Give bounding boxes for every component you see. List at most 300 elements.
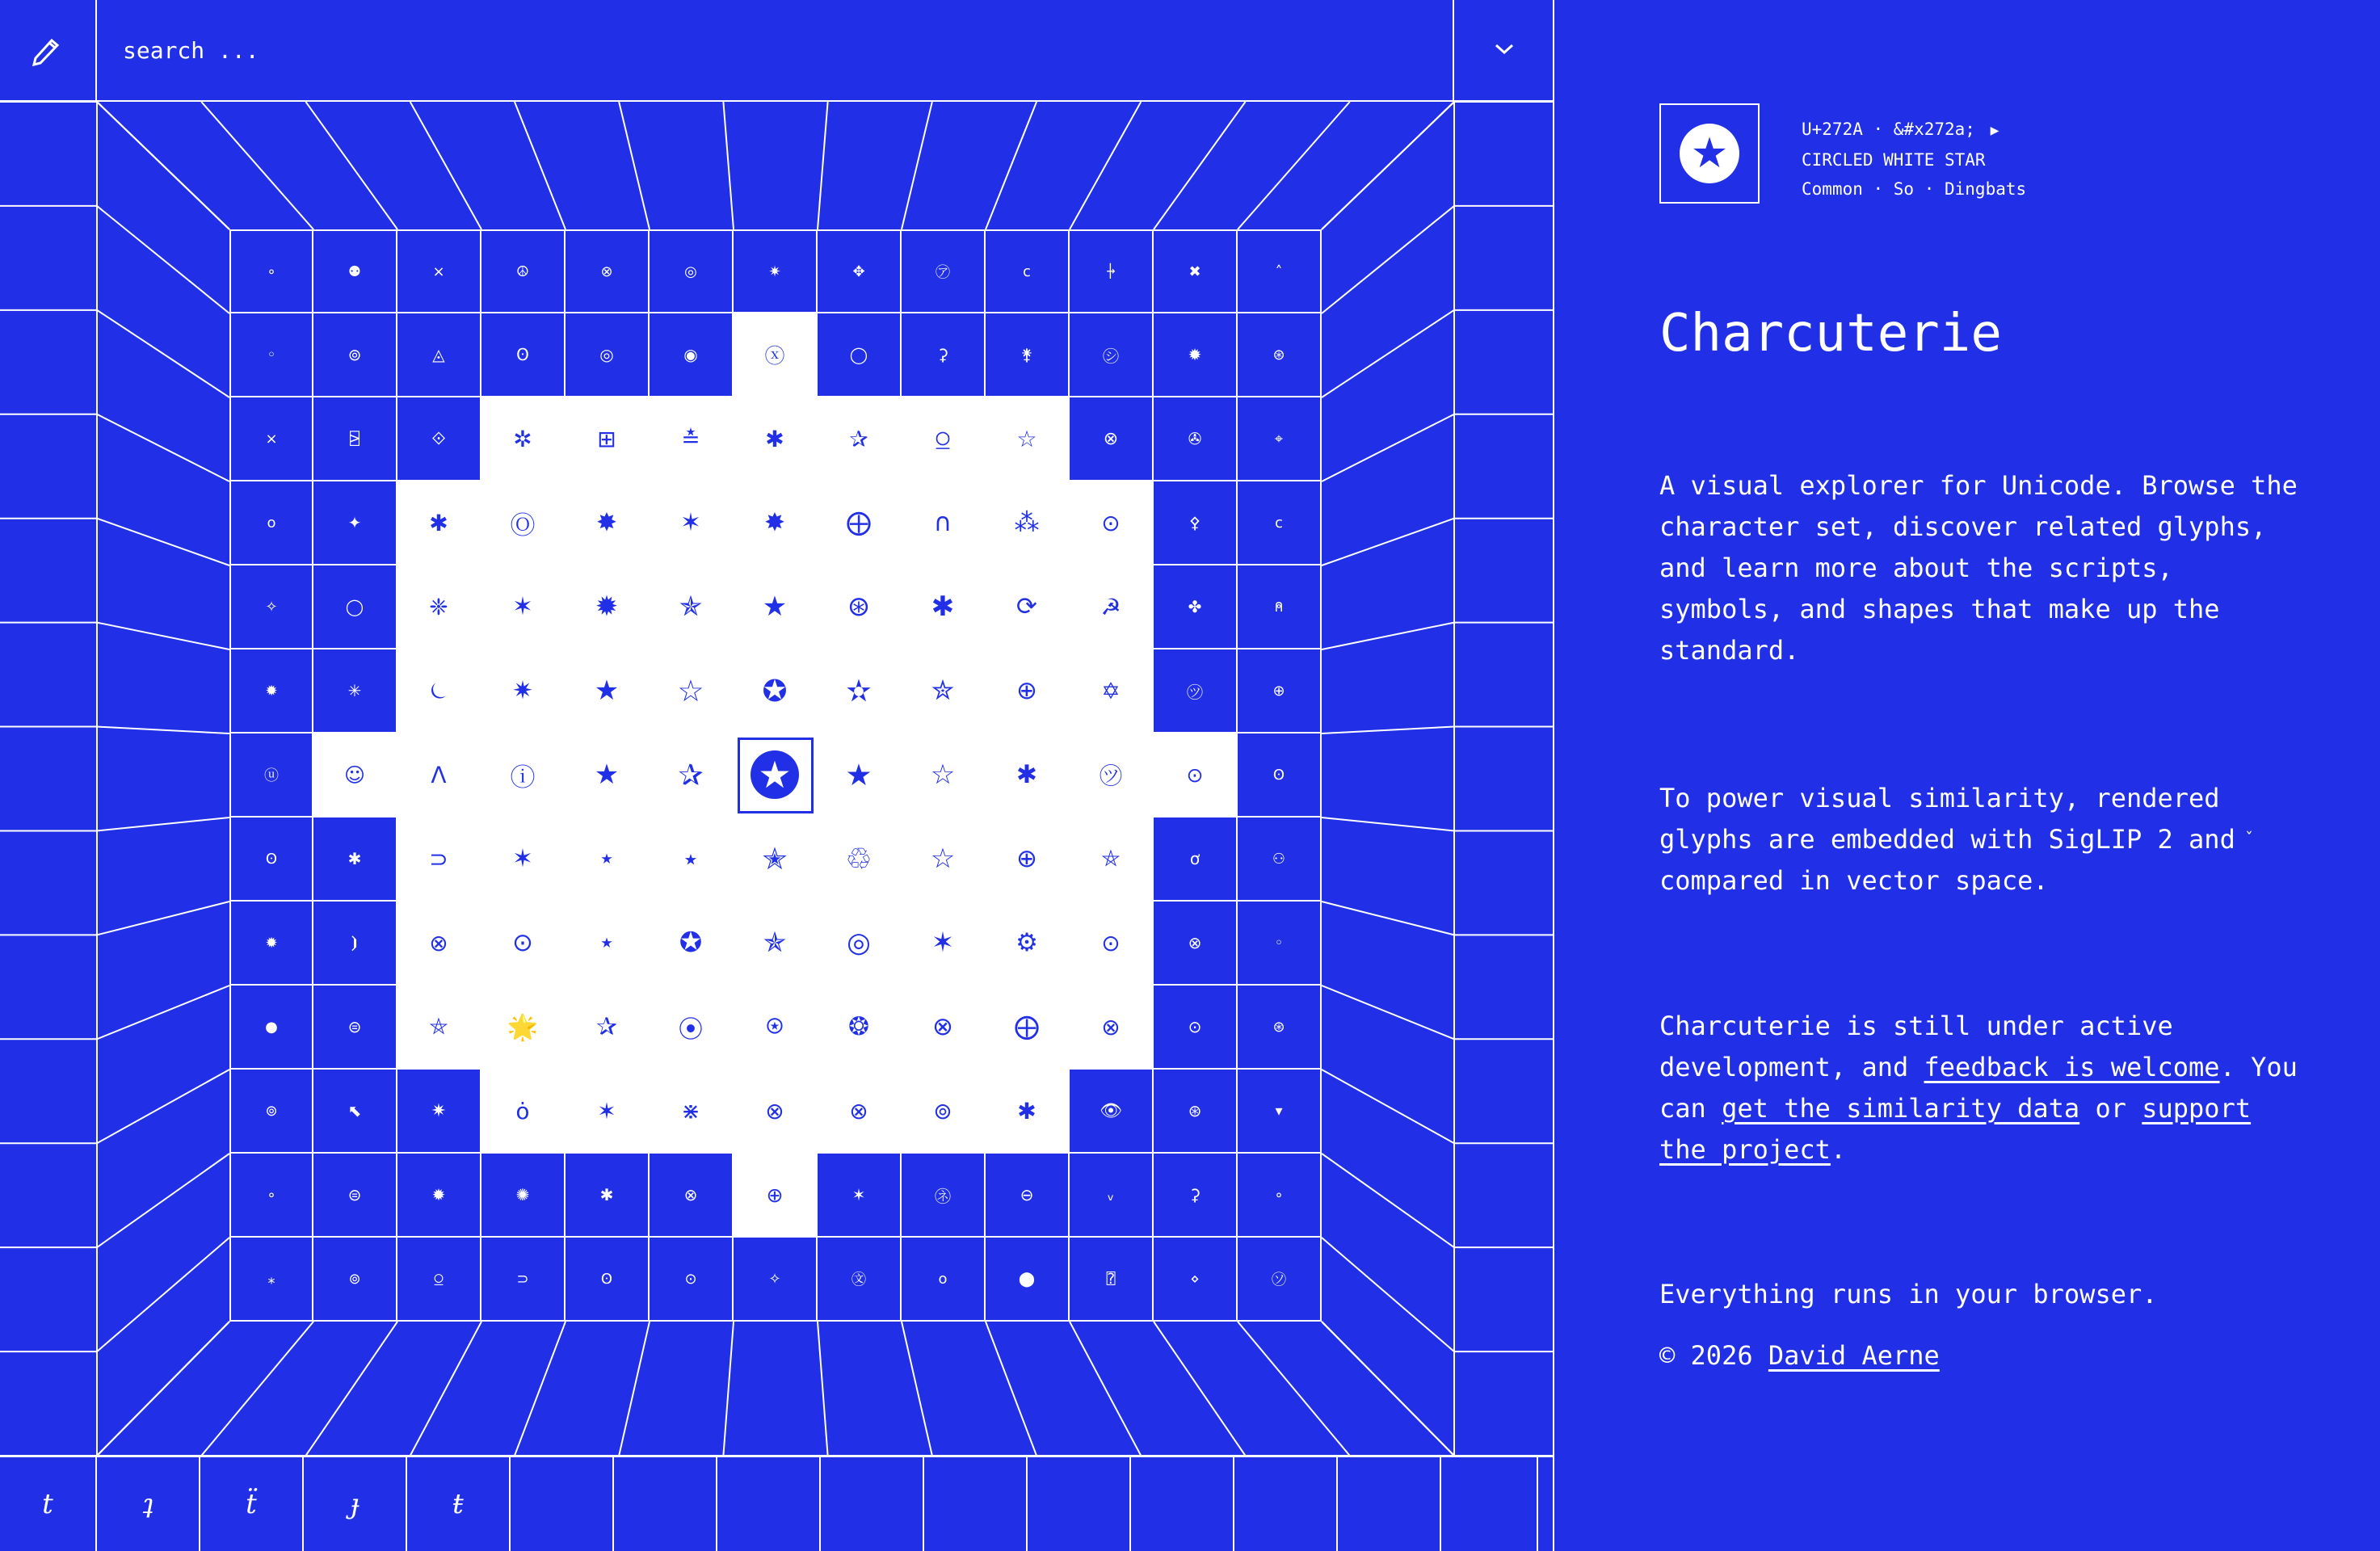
glyph-cell[interactable] bbox=[397, 1070, 481, 1154]
glyph-cell[interactable] bbox=[734, 565, 818, 649]
glyph-cell[interactable] bbox=[986, 481, 1070, 565]
search-input[interactable] bbox=[99, 0, 1453, 100]
glyph-cell[interactable] bbox=[650, 313, 734, 397]
glyph-cell[interactable] bbox=[566, 986, 650, 1070]
glyph-cell[interactable] bbox=[481, 565, 566, 649]
dropdown-button[interactable] bbox=[1453, 0, 1553, 100]
glyph-cell[interactable] bbox=[313, 1070, 397, 1154]
glyph: ⍆ bbox=[1106, 263, 1116, 280]
glyph-cell[interactable] bbox=[1238, 818, 1322, 902]
glyph: ⓘ bbox=[510, 763, 536, 792]
glyph-cell[interactable] bbox=[818, 733, 902, 818]
glyph-cell[interactable] bbox=[818, 565, 902, 649]
glyph: ☆ bbox=[930, 843, 956, 875]
glyph-cell[interactable] bbox=[818, 397, 902, 481]
glyph-cell[interactable] bbox=[902, 1154, 986, 1238]
glyph-cell[interactable] bbox=[1070, 1154, 1154, 1238]
glyph-cell[interactable] bbox=[734, 1154, 818, 1238]
glyph: ⋇ bbox=[681, 1097, 700, 1124]
glyph-cell[interactable] bbox=[650, 986, 734, 1070]
glyph-cell[interactable] bbox=[1238, 313, 1322, 397]
bottom-glyph-cell[interactable] bbox=[1338, 1457, 1441, 1551]
glyph-cell[interactable] bbox=[229, 1070, 313, 1154]
glyph-cell[interactable] bbox=[566, 481, 650, 565]
glyph-cell[interactable] bbox=[650, 649, 734, 733]
glyph-cell[interactable] bbox=[397, 313, 481, 397]
glyph-cell[interactable] bbox=[902, 733, 986, 818]
glyph-cell[interactable] bbox=[1154, 818, 1238, 902]
glyph: ⊗ bbox=[1101, 1013, 1121, 1040]
pencil-button[interactable] bbox=[0, 0, 97, 100]
glyph-cell[interactable] bbox=[986, 986, 1070, 1070]
bottom-glyph-cell[interactable] bbox=[1234, 1457, 1338, 1551]
similarity-data-link[interactable]: get the similarity data bbox=[1722, 1093, 2080, 1124]
bottom-glyph-cell[interactable]: ʇ bbox=[97, 1457, 200, 1551]
glyph-cell[interactable] bbox=[734, 986, 818, 1070]
glyph-cell[interactable] bbox=[650, 1070, 734, 1154]
glyph-cell[interactable] bbox=[313, 733, 397, 818]
glyph: ✯ bbox=[679, 591, 703, 623]
glyph: ∘ bbox=[267, 263, 276, 280]
glyph: ⊙ bbox=[1101, 929, 1121, 956]
glyph: ✶ bbox=[512, 592, 533, 621]
glyph: ✰ bbox=[678, 757, 704, 792]
glyph: ⅽ bbox=[1023, 263, 1031, 280]
glyph: ⊞ bbox=[597, 425, 616, 452]
glyph-cell[interactable] bbox=[902, 1238, 986, 1322]
glyph-preview[interactable] bbox=[1659, 103, 1760, 204]
glyph-cell[interactable] bbox=[397, 1238, 481, 1322]
glyph-cell[interactable] bbox=[1070, 1070, 1154, 1154]
glyph-cell[interactable] bbox=[818, 818, 902, 902]
glyph-cell[interactable] bbox=[566, 565, 650, 649]
glyph-cell[interactable] bbox=[229, 229, 313, 313]
glyph: ✫ bbox=[846, 673, 872, 708]
glyph-cell[interactable] bbox=[1070, 1238, 1154, 1322]
glyph-cell[interactable] bbox=[818, 902, 902, 986]
glyph: ✱ bbox=[765, 425, 784, 452]
glyph: ✺ bbox=[515, 1185, 530, 1204]
glyph: ⚙ bbox=[1015, 928, 1038, 957]
glyph: ✸ bbox=[596, 508, 617, 537]
glyph: ✹ bbox=[431, 1185, 446, 1204]
glyph: ㋡ bbox=[1099, 763, 1122, 789]
glyph: ⟐ bbox=[431, 428, 446, 449]
glyph-cell[interactable] bbox=[566, 313, 650, 397]
bottom-glyph-cell[interactable]: t bbox=[0, 1457, 97, 1551]
glyph-cell[interactable] bbox=[397, 733, 481, 818]
glyph-cell[interactable] bbox=[1154, 397, 1238, 481]
glyph: ⍜ bbox=[936, 425, 950, 452]
glyph: ⌖ bbox=[1274, 430, 1284, 448]
glyph-cell[interactable] bbox=[229, 649, 313, 733]
glyph-cell[interactable] bbox=[818, 649, 902, 733]
glyph-cell[interactable] bbox=[734, 481, 818, 565]
glyph: ∩ bbox=[933, 508, 952, 537]
glyph: ⍰ bbox=[1106, 1270, 1116, 1288]
glyph-cell[interactable] bbox=[481, 1154, 566, 1238]
glyph: ✱ bbox=[1016, 760, 1037, 789]
glyph: ⛤ bbox=[429, 1013, 448, 1040]
glyph-cell[interactable] bbox=[1154, 902, 1238, 986]
feedback-link[interactable]: feedback is welcome bbox=[1924, 1052, 2220, 1082]
glyph: 👁 bbox=[1100, 1100, 1122, 1121]
glyph: ȯ bbox=[515, 1097, 530, 1124]
glyph: ✱ bbox=[599, 1185, 614, 1204]
glyph-cell[interactable] bbox=[734, 1070, 818, 1154]
glyph: ʘ bbox=[600, 1270, 613, 1288]
glyph-cell[interactable] bbox=[1154, 313, 1238, 397]
glyph: ⊛ bbox=[847, 591, 871, 623]
glyph: ⊕ bbox=[1272, 682, 1285, 700]
glyph: ❈ bbox=[429, 593, 448, 620]
glyph-cell[interactable] bbox=[986, 902, 1070, 986]
glyph-cell[interactable] bbox=[313, 481, 397, 565]
glyph-cell[interactable] bbox=[902, 565, 986, 649]
glyph: ⊗ bbox=[600, 263, 613, 280]
glyph-cell[interactable] bbox=[650, 733, 734, 818]
glyph-cell[interactable] bbox=[650, 397, 734, 481]
glyph-cell[interactable] bbox=[229, 902, 313, 986]
glyph-cell[interactable] bbox=[986, 733, 1070, 818]
glyph: ✹ bbox=[1188, 345, 1202, 364]
glyph: ✶ bbox=[852, 1185, 866, 1204]
glyph: ⬉ bbox=[347, 1101, 362, 1120]
glyph-cell[interactable] bbox=[986, 1238, 1070, 1322]
glyph-cell[interactable] bbox=[397, 481, 481, 565]
glyph-cell[interactable] bbox=[397, 902, 481, 986]
info-panel bbox=[1554, 0, 2380, 1551]
glyph: ㋧ bbox=[935, 1186, 951, 1206]
glyph-cell[interactable] bbox=[650, 229, 734, 313]
glyph-cell[interactable] bbox=[818, 1238, 902, 1322]
glyph: ✶ bbox=[597, 1097, 616, 1124]
bottom-glyph-cell[interactable] bbox=[1441, 1457, 1538, 1551]
glyph-cell[interactable] bbox=[902, 1070, 986, 1154]
glyph-cell[interactable] bbox=[1154, 986, 1238, 1070]
glyph-cell[interactable] bbox=[1070, 481, 1154, 565]
glyph-cell[interactable] bbox=[566, 649, 650, 733]
glyph-cell[interactable] bbox=[1070, 733, 1154, 818]
glyph: ✦ bbox=[347, 513, 362, 532]
glyph-cell[interactable] bbox=[229, 1238, 313, 1322]
glyph: ʘ bbox=[265, 850, 278, 868]
glyph: ✥ bbox=[852, 263, 865, 280]
glyph-cell[interactable] bbox=[1070, 565, 1154, 649]
glyph: ◎ bbox=[847, 927, 871, 959]
glyph-cell[interactable] bbox=[1070, 818, 1154, 902]
glyph: ◦ bbox=[267, 346, 276, 364]
glyph-cell[interactable] bbox=[986, 565, 1070, 649]
glyph-cell[interactable] bbox=[902, 902, 986, 986]
glyph-cell[interactable] bbox=[313, 397, 397, 481]
glyph-cell[interactable] bbox=[1154, 481, 1238, 565]
bottom-glyph-cell[interactable] bbox=[1028, 1457, 1131, 1551]
glyph: ⊙ bbox=[1188, 1017, 1202, 1036]
glyph-cell[interactable] bbox=[397, 565, 481, 649]
glyph-cell[interactable] bbox=[902, 818, 986, 902]
glyph: ˄ bbox=[1275, 263, 1283, 280]
glyph: ✲ bbox=[513, 425, 532, 452]
bottom-glyph-cell[interactable] bbox=[1131, 1457, 1234, 1551]
author-link[interactable]: David Aerne bbox=[1768, 1340, 1940, 1371]
glyph-cell[interactable] bbox=[566, 1070, 650, 1154]
glyph: ⊗ bbox=[765, 1097, 784, 1124]
glyph: × bbox=[265, 430, 278, 448]
glyph-cell[interactable] bbox=[1238, 649, 1322, 733]
glyph-cell[interactable] bbox=[566, 902, 650, 986]
glyph-cell[interactable] bbox=[650, 818, 734, 902]
bottom-glyph-cell[interactable] bbox=[924, 1457, 1028, 1551]
glyph-cell[interactable] bbox=[566, 733, 650, 818]
glyph-cell[interactable] bbox=[734, 229, 818, 313]
glyph-cell[interactable] bbox=[397, 1154, 481, 1238]
glyph-cell[interactable] bbox=[229, 397, 313, 481]
glyph: ⅽ bbox=[1275, 514, 1283, 532]
glyph-cell[interactable] bbox=[734, 649, 818, 733]
glyph: ⍄ bbox=[349, 429, 360, 448]
glyph-cell[interactable] bbox=[818, 1070, 902, 1154]
glyph-grid bbox=[229, 229, 1322, 1322]
glyph-cell[interactable] bbox=[1238, 229, 1322, 313]
glyph-cell[interactable] bbox=[902, 649, 986, 733]
glyph-cell[interactable] bbox=[734, 397, 818, 481]
glyph: ⊕ bbox=[1016, 844, 1037, 873]
glyph-cell[interactable] bbox=[229, 565, 313, 649]
glyph-cell[interactable] bbox=[1238, 986, 1322, 1070]
glyph-cell[interactable] bbox=[818, 229, 902, 313]
glyph-cell[interactable] bbox=[818, 313, 902, 397]
glyph-cell[interactable] bbox=[1154, 565, 1238, 649]
glyph-cell[interactable] bbox=[566, 818, 650, 902]
glyph-cell[interactable] bbox=[734, 733, 818, 818]
glyph: ⦘ bbox=[349, 933, 360, 952]
glyph: ✪ bbox=[762, 673, 788, 708]
glyph-cell[interactable] bbox=[481, 313, 566, 397]
glyph: ⊙ bbox=[1186, 763, 1204, 787]
bottom-glyph-cell[interactable]: ɟ bbox=[304, 1457, 407, 1551]
glyph-cell[interactable] bbox=[650, 1154, 734, 1238]
glyph: ⊕ bbox=[1016, 676, 1037, 705]
glyph-cell[interactable] bbox=[1070, 986, 1154, 1070]
glyph-cell[interactable] bbox=[1238, 733, 1322, 818]
glyph: ⍝ bbox=[1274, 598, 1284, 616]
glyph: ⓧ bbox=[764, 344, 785, 368]
glyph-cell[interactable] bbox=[481, 649, 566, 733]
glyph: ✱ bbox=[931, 591, 955, 623]
glyph-cell[interactable] bbox=[313, 565, 397, 649]
glyph-cell[interactable] bbox=[481, 229, 566, 313]
glyph-cell[interactable] bbox=[902, 986, 986, 1070]
glyph-cell[interactable] bbox=[986, 313, 1070, 397]
glyph-cell[interactable] bbox=[481, 986, 566, 1070]
glyph-cell[interactable] bbox=[1070, 397, 1154, 481]
glyph-cell[interactable] bbox=[1238, 1154, 1322, 1238]
glyph: ★ bbox=[762, 591, 788, 623]
glyph: ✷ bbox=[768, 263, 781, 280]
glyph: ✶ bbox=[512, 844, 533, 873]
glyph-cell[interactable] bbox=[1238, 397, 1322, 481]
page-title: Charcuterie bbox=[1659, 304, 2002, 364]
glyph: ♲ bbox=[845, 841, 873, 876]
glyph-cell[interactable] bbox=[650, 1238, 734, 1322]
glyph-cell[interactable] bbox=[902, 397, 986, 481]
glyph: ơ bbox=[1189, 849, 1201, 868]
glyph-cell[interactable] bbox=[1154, 733, 1238, 818]
glyph-cell[interactable] bbox=[481, 818, 566, 902]
glyph-cell[interactable] bbox=[1154, 649, 1238, 733]
glyph-cell[interactable] bbox=[1070, 649, 1154, 733]
glyph-category: Common · So · Dingbats bbox=[1802, 179, 2027, 199]
glyph-cell[interactable] bbox=[650, 565, 734, 649]
glyph-cell[interactable] bbox=[397, 818, 481, 902]
glyph: ✹ bbox=[265, 934, 278, 952]
glyph: ✧ bbox=[768, 1270, 781, 1288]
glyph-cell[interactable] bbox=[313, 986, 397, 1070]
glyph-cell[interactable] bbox=[397, 229, 481, 313]
glyph-metadata bbox=[1802, 115, 2026, 204]
glyph-cell[interactable] bbox=[734, 902, 818, 986]
glyph-cell[interactable] bbox=[1238, 902, 1322, 986]
glyph: ⊚ bbox=[933, 1097, 952, 1124]
glyph: ⟳ bbox=[1016, 592, 1037, 621]
glyph-cell[interactable] bbox=[818, 1154, 902, 1238]
glyph-cell[interactable] bbox=[481, 397, 566, 481]
glyph: ⊗ bbox=[1103, 428, 1119, 449]
glyph-cell[interactable] bbox=[481, 1070, 566, 1154]
glyph-cell[interactable] bbox=[313, 229, 397, 313]
glyph-cell[interactable] bbox=[566, 1154, 650, 1238]
glyph: ⊚ bbox=[348, 1270, 361, 1288]
glyph-cell[interactable] bbox=[397, 986, 481, 1070]
glyph-cell[interactable] bbox=[481, 1238, 566, 1322]
glyph: 🌟 bbox=[507, 1012, 539, 1042]
glyph-cell[interactable] bbox=[1238, 565, 1322, 649]
glyph: ★ bbox=[594, 759, 620, 791]
bottom-glyph-cell[interactable]: ẗ bbox=[200, 1457, 304, 1551]
glyph-cell[interactable] bbox=[481, 481, 566, 565]
glyph-cell[interactable] bbox=[986, 818, 1070, 902]
glyph-cell[interactable] bbox=[566, 229, 650, 313]
glyph-cell[interactable] bbox=[734, 818, 818, 902]
glyph-cell[interactable] bbox=[986, 229, 1070, 313]
glyph: ✷ bbox=[512, 676, 533, 705]
glyph: ο bbox=[938, 1270, 948, 1288]
glyph: ο bbox=[267, 514, 276, 532]
glyph: ☺ bbox=[343, 763, 366, 787]
glyph: ✤ bbox=[1188, 597, 1202, 616]
glyph-cell[interactable] bbox=[566, 397, 650, 481]
glyph-cell[interactable] bbox=[313, 313, 397, 397]
glyph: ✧ bbox=[265, 598, 278, 616]
glyph-cell[interactable] bbox=[734, 1238, 818, 1322]
glyph-name: CIRCLED WHITE STAR bbox=[1802, 150, 1986, 170]
glyph: ⊜ bbox=[347, 1185, 362, 1204]
glyph-cell[interactable] bbox=[818, 481, 902, 565]
glyph-cell[interactable] bbox=[1070, 313, 1154, 397]
bottom-glyph-cell[interactable] bbox=[614, 1457, 717, 1551]
glyph: ✇ bbox=[1188, 429, 1202, 448]
glyph-cell[interactable] bbox=[650, 902, 734, 986]
glyph: ◉ bbox=[683, 345, 698, 364]
glyph-cell[interactable] bbox=[1238, 481, 1322, 565]
glyph-cell[interactable] bbox=[902, 229, 986, 313]
circled-white-star-glyph: ★ bbox=[1680, 124, 1739, 183]
glyph: ⊃ bbox=[429, 845, 448, 872]
glyph-cell[interactable] bbox=[229, 986, 313, 1070]
glyph-cell[interactable] bbox=[481, 902, 566, 986]
glyph: ⊛ bbox=[1272, 1018, 1285, 1036]
glyph: ⊗ bbox=[429, 929, 448, 956]
support-link[interactable]: support the project bbox=[1659, 1093, 2252, 1165]
glyph-cell[interactable] bbox=[902, 313, 986, 397]
glyph: ⊚ bbox=[347, 345, 362, 364]
glyph-cell[interactable] bbox=[229, 1154, 313, 1238]
bottom-glyph-cell[interactable] bbox=[511, 1457, 614, 1551]
glyph-cell[interactable] bbox=[1154, 1154, 1238, 1238]
bottom-glyph-cell[interactable] bbox=[717, 1457, 821, 1551]
glyph-cell[interactable] bbox=[313, 902, 397, 986]
glyph-cell[interactable] bbox=[566, 1238, 650, 1322]
glyph-cell[interactable] bbox=[986, 1070, 1070, 1154]
glyph-cell[interactable] bbox=[1154, 229, 1238, 313]
play-icon[interactable]: ▶ bbox=[1990, 122, 1999, 139]
glyph-cell[interactable] bbox=[229, 733, 313, 818]
bottom-glyph-cell[interactable] bbox=[821, 1457, 924, 1551]
glyph-cell[interactable] bbox=[229, 481, 313, 565]
glyph-cell[interactable] bbox=[397, 649, 481, 733]
glyph: ⚳ bbox=[1188, 1185, 1201, 1204]
glyph: ☆ bbox=[1016, 425, 1037, 452]
glyph-cell[interactable] bbox=[1154, 1070, 1238, 1154]
glyph-cell[interactable] bbox=[1238, 1238, 1322, 1322]
glyph-cell[interactable] bbox=[1070, 902, 1154, 986]
glyph-cell[interactable] bbox=[986, 649, 1070, 733]
glyph-cell[interactable] bbox=[986, 1154, 1070, 1238]
glyph: ⊚ bbox=[265, 1102, 278, 1120]
bottom-glyph-cell[interactable]: ŧ bbox=[407, 1457, 511, 1551]
glyph-cell[interactable] bbox=[397, 397, 481, 481]
glyph: ✱ bbox=[1017, 1097, 1037, 1124]
glyph-cell[interactable] bbox=[1070, 229, 1154, 313]
glyph: ▾ bbox=[1275, 1102, 1283, 1120]
glyph-cell[interactable] bbox=[313, 1154, 397, 1238]
glyph: ✡ bbox=[1101, 677, 1121, 704]
glyph: ⨁ bbox=[1014, 1012, 1040, 1041]
glyph-cell[interactable] bbox=[1238, 1070, 1322, 1154]
glyph-cell[interactable] bbox=[229, 818, 313, 902]
glyph-cell[interactable] bbox=[734, 313, 818, 397]
glyph-cell[interactable] bbox=[481, 733, 566, 818]
glyph: ◦ bbox=[1274, 934, 1284, 952]
glyph-cell[interactable] bbox=[313, 649, 397, 733]
glyph: ㋞ bbox=[1272, 1271, 1286, 1288]
glyph: ◎ bbox=[684, 263, 697, 280]
glyph-cell[interactable] bbox=[902, 481, 986, 565]
glyph-cell[interactable] bbox=[229, 313, 313, 397]
glyph-cell[interactable] bbox=[313, 818, 397, 902]
glyph: ✹ bbox=[265, 682, 278, 700]
glyph-cell[interactable] bbox=[313, 1238, 397, 1322]
glyph: ✭ bbox=[762, 841, 788, 876]
glyph-cell[interactable] bbox=[1154, 1238, 1238, 1322]
glyph-cell[interactable] bbox=[818, 986, 902, 1070]
glyph: ⏾ bbox=[429, 677, 448, 704]
glyph-cell[interactable] bbox=[986, 397, 1070, 481]
glyph: ⍟ bbox=[767, 1012, 783, 1041]
glyph-cell[interactable] bbox=[650, 481, 734, 565]
glyph: ✮ bbox=[931, 675, 955, 707]
